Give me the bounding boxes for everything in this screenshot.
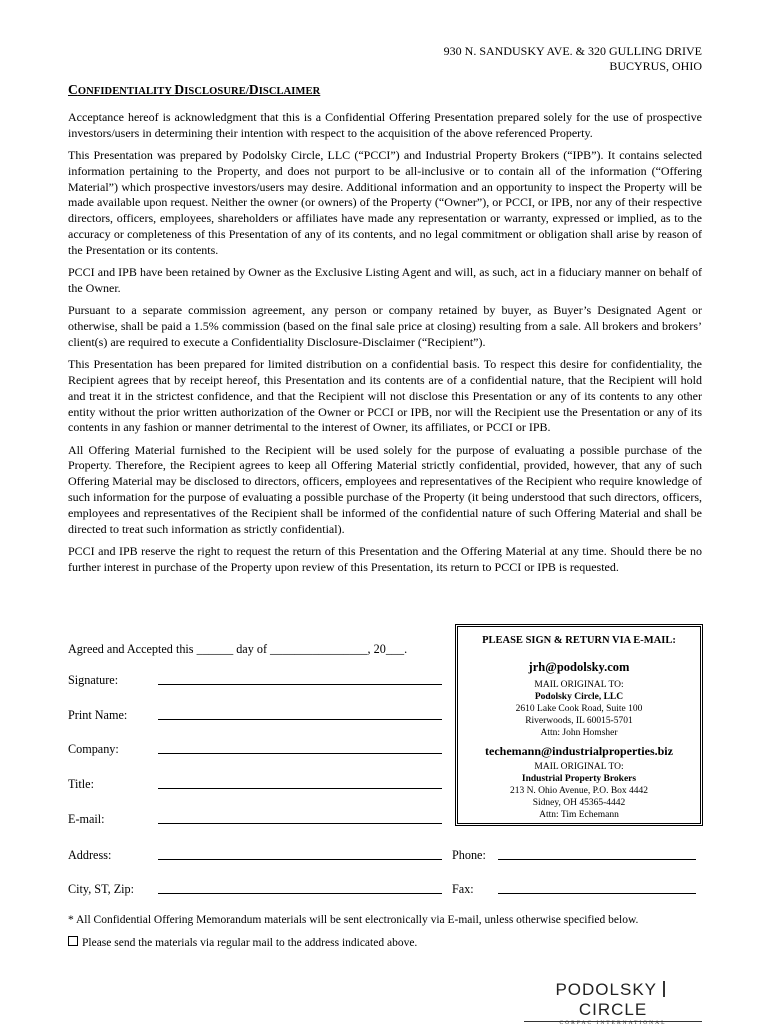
document-title bbox=[68, 82, 320, 98]
podolsky-circle-logo bbox=[523, 980, 703, 1026]
paragraph-retained: PCCI and IPB have been retained by Owner as the Exclusive Listing Agent and will, as such, act in a fiduciary manner on behalf of the Owner. bbox=[68, 265, 702, 295]
fax-label: Fax: bbox=[452, 882, 474, 896]
fax-field[interactable] bbox=[498, 893, 696, 894]
mail2-label: MAIL ORIGINAL TO: bbox=[534, 762, 624, 772]
mail2-attn: Attn: Tim Echemann bbox=[539, 810, 619, 820]
paragraph-commission: Pursuant to a separate commission agreement, any person or company retained by buyer, as Buyer’s Designated Agent or otherwise, shall be paid a 1.5% commission (based on the final sale price at closing) resulting from a sale. All brokers and brokers’ client(s) are required to execute a Confidentiality Disclosure-Disclaimer (“Recipient”). bbox=[68, 303, 702, 349]
signature-field[interactable] bbox=[158, 684, 442, 685]
logo-subtitle: CORFAC INTERNATIONAL bbox=[559, 1020, 667, 1026]
city-label: City, ST, Zip: bbox=[68, 882, 135, 896]
logo-right-word: CIRCLE bbox=[578, 1000, 648, 1019]
mail1-attn: Attn: John Homsher bbox=[540, 728, 618, 738]
title-word-2: ISCLOSURE/ bbox=[184, 86, 249, 97]
company-field[interactable] bbox=[158, 753, 442, 754]
logo-left-word: PODOLSKY bbox=[555, 980, 658, 999]
mail1-company: Podolsky Circle, LLC bbox=[534, 692, 624, 702]
disclaimer-body bbox=[68, 110, 702, 582]
paragraph-return: PCCI and IPB reserve the right to request the return of this Presentation and the Offering Material at any time. Should there be no further interest in purchase of the Property upon review of this Presentation, its return to PCCI or IPB is requested. bbox=[68, 543, 702, 574]
phone-field[interactable] bbox=[498, 859, 696, 860]
title-word-1: ONFIDENTIALITY bbox=[77, 86, 175, 97]
email-field[interactable] bbox=[158, 823, 442, 824]
mail1-city: Riverwoods, IL 60015-5701 bbox=[525, 716, 633, 726]
title-field[interactable] bbox=[158, 788, 442, 789]
mail2-street: 213 N. Ohio Avenue, P.O. Box 4442 bbox=[509, 786, 649, 796]
phone-label: Phone: bbox=[452, 848, 486, 862]
mail1-street: 2610 Lake Cook Road, Suite 100 bbox=[515, 704, 643, 714]
print-name-label: Print Name: bbox=[68, 708, 128, 722]
address-field[interactable] bbox=[158, 859, 442, 860]
return-box-header: PLEASE SIGN & RETURN VIA E-MAIL: bbox=[482, 635, 676, 646]
regular-mail-option[interactable] bbox=[68, 936, 417, 949]
agreed-accepted-line[interactable]: Agreed and Accepted this ______ day of ________________, 20___. bbox=[68, 642, 408, 656]
paragraph-offering-material: All Offering Material furnished to the Recipient will be used solely for the purpose of evaluating a possible purchase of the Property. Therefore, the Recipient agrees to keep all Offering Material strictly confidential, provided, however, that any of such Offering Material may be disclosed to directors, officers, employees and representatives of the Recipient who require knowledge of such information for the purpose of evaluating a possible purchase of the Property (it being understood that such directors, officers, employees and representatives of the Recipient shall be informed of the confidential nature of such Offering Material and shall be directed to treat such information as strictly confidential). bbox=[68, 442, 702, 536]
logo-divider bbox=[663, 981, 665, 997]
paragraph-confidential: This Presentation has been prepared for limited distribution on a confidential basis. To respect this desire for confidentiality, the Recipient agrees that by receipt hereof, this Presentation and its contents are of a confidential nature, that the Recipient will hold and treat it in the strictest confidence, and that the Recipient will not disclose this Presentation or any of its contents to any other entity without the prior written authorization of the Owner or PCCI or IPB, nor will the Recipient use the Presentation or any of its contents in any fashion or manner detrimental to the interest of Owner, its affiliates, or PCCI or IPB. bbox=[68, 357, 702, 435]
print-name-field[interactable] bbox=[158, 719, 442, 720]
return-email-ipb[interactable]: techemann@industrialproperties.biz bbox=[485, 744, 673, 758]
mail1-label: MAIL ORIGINAL TO: bbox=[534, 680, 624, 690]
address-line-2: BUCYRUS, OHIO bbox=[609, 59, 702, 73]
paragraph-acceptance: Acceptance hereof is acknowledgment that this is a Confidential Offering Presentation prepared solely for the use of prospective investors/users in determining their intention with respect to the acquisition of the above referenced Property. bbox=[68, 110, 702, 140]
signature-label: Signature: bbox=[68, 673, 119, 687]
company-label: Company: bbox=[68, 742, 119, 756]
address-line-1: 930 N. SANDUSKY AVE. & 320 GULLING DRIVE bbox=[443, 44, 702, 58]
address-label: Address: bbox=[68, 848, 112, 862]
paragraph-prepared-by: This Presentation was prepared by Podolsky Circle, LLC (“PCCI”) and Industrial Property Brokers (“IPB”). It contains selected information pertaining to the Property, and does not purport to be all-inclusive or to contain all of the information (“Offering Material”) which prospective investors/users may desire. Additional information and an opportunity to inspect the Property will be made available upon request. Neither the owner (or owners) of the Property (“Owner”), or PCCI, or IPB, nor any of their respective directors, officers, employees, shareholders or affiliates have made any representation or warranty, expressed or implied, as to the accuracy or completeness of this Presentation of any of its contents, and no legal commitment or obligation shall arise by reason of the Presentation or its contents. bbox=[68, 148, 702, 257]
property-address bbox=[444, 44, 702, 74]
title-initial-d2: D bbox=[248, 82, 259, 97]
regular-mail-label: Please send the materials via regular mail to the address indicated above. bbox=[82, 937, 418, 949]
mail2-city: Sidney, OH 45365-4442 bbox=[532, 798, 626, 808]
email-label: E-mail: bbox=[68, 812, 105, 826]
title-initial-c: C bbox=[68, 82, 78, 97]
return-email-podolsky[interactable]: jrh@podolsky.com bbox=[528, 660, 630, 674]
title-label: Title: bbox=[68, 777, 94, 791]
mail2-company: Industrial Property Brokers bbox=[521, 774, 637, 784]
return-instructions-box bbox=[455, 624, 703, 826]
title-initial-d: D bbox=[174, 82, 185, 97]
title-word-3: ISCLAIMER bbox=[258, 86, 321, 97]
electronic-delivery-note: * All Confidential Offering Memorandum materials will be sent electronically via E-mail, unless otherwise specified below. bbox=[68, 914, 639, 926]
city-field[interactable] bbox=[158, 893, 442, 894]
regular-mail-checkbox[interactable] bbox=[68, 936, 78, 946]
